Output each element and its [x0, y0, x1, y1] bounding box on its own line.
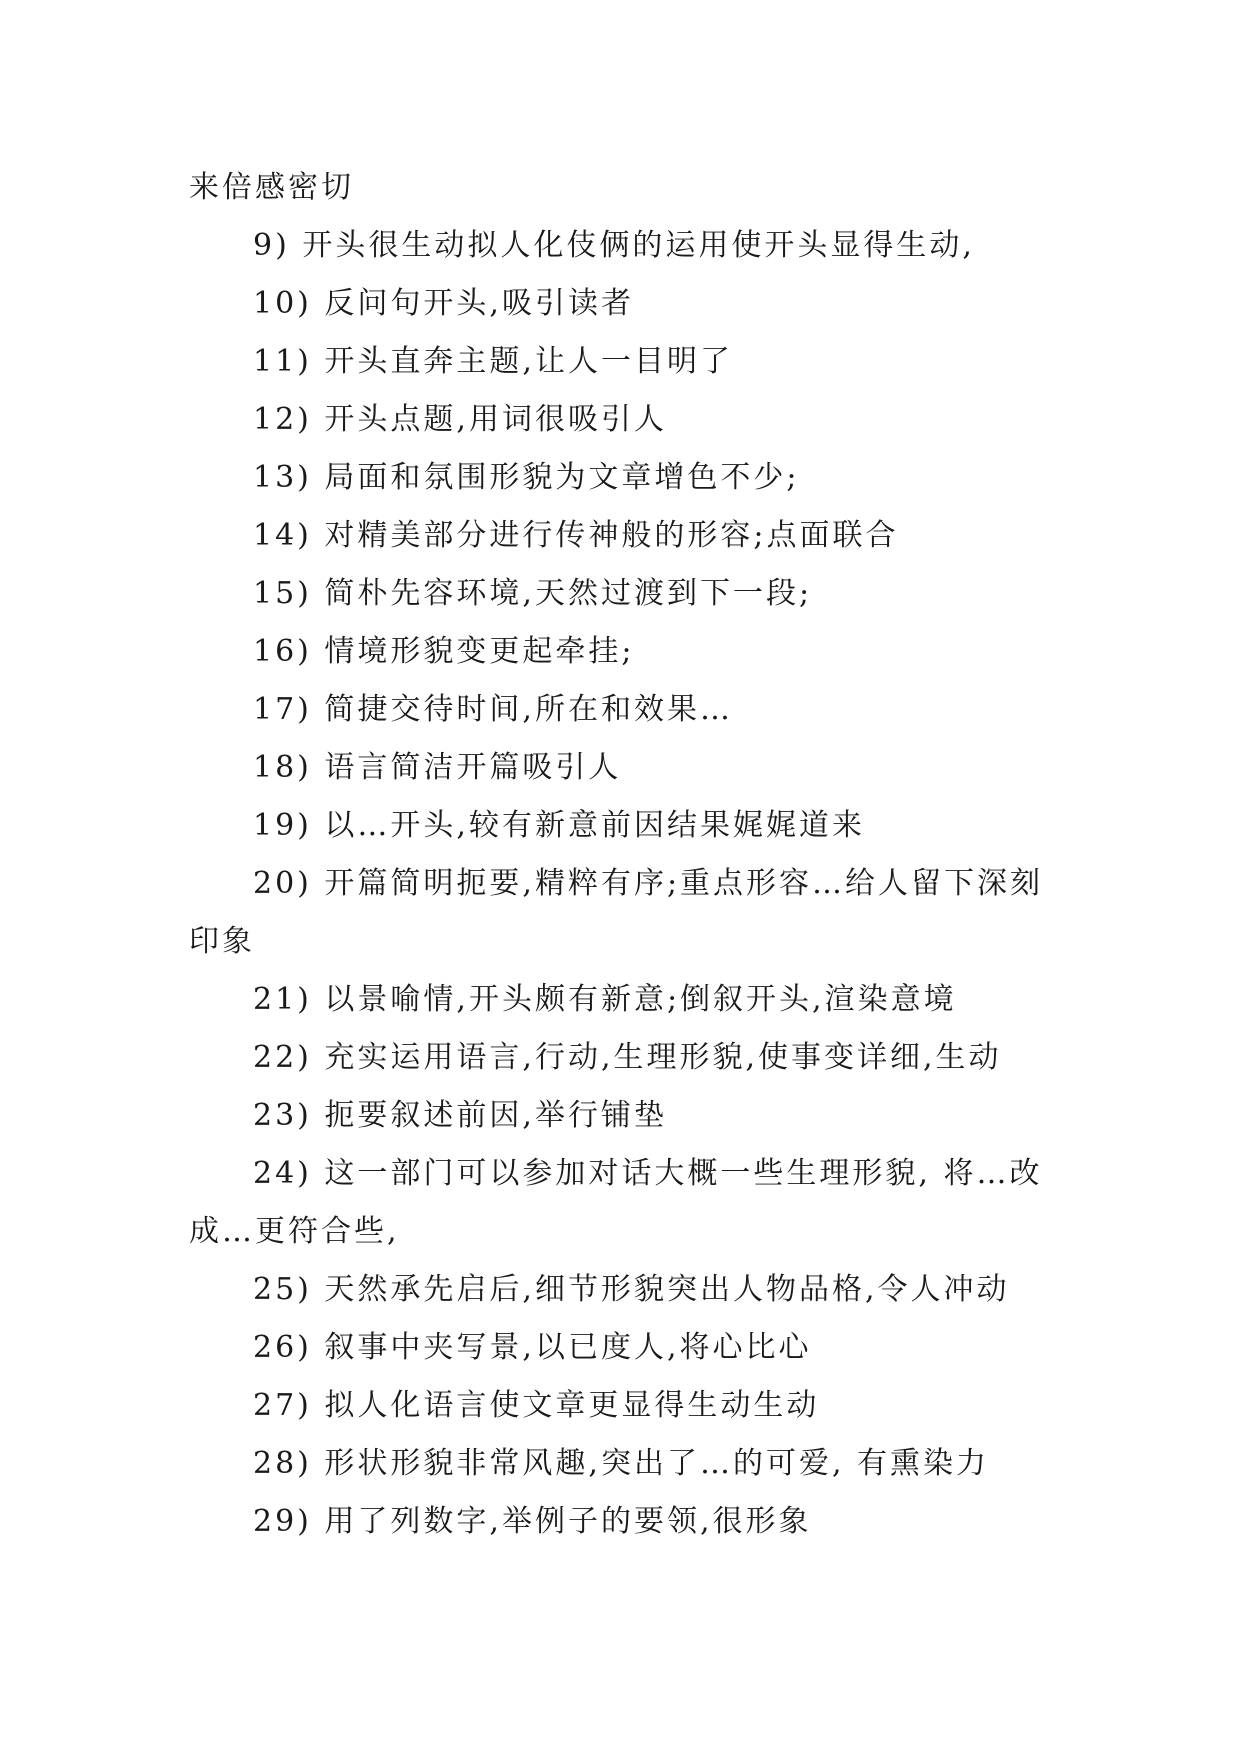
list-item: 27) 拟人化语言使文章更显得生动生动 [253, 1388, 820, 1423]
list-item: 29) 用了列数字,举例子的要领,很形象 [253, 1504, 812, 1539]
list-item: 25) 天然承先启后,细节形貌突出人物品格,令人冲动 [253, 1272, 1010, 1307]
list-item: 16) 情境形貌变更起牵挂; [253, 634, 635, 669]
list-item: 22) 充实运用语言,行动,生理形貌,使事变详细,生动 [253, 1040, 1002, 1075]
list-item: 14) 对精美部分进行传神般的形容;点面联合 [253, 518, 899, 553]
list-item: 10) 反问句开头,吸引读者 [253, 286, 634, 321]
text-line: 印象 [189, 924, 255, 959]
list-item: 23) 扼要叙述前因,举行铺垫 [253, 1098, 667, 1133]
list-item: 13) 局面和氛围形貌为文章增色不少; [253, 460, 800, 495]
text-line: 来倍感密切 [189, 170, 354, 205]
list-item: 18) 语言简洁开篇吸引人 [253, 750, 622, 785]
list-item: 17) 简捷交待时间,所在和效果… [253, 692, 733, 727]
list-item: 24) 这一部门可以参加对话大概一些生理形貌, 将…改 [253, 1156, 1043, 1191]
text-line: 成…更符合些, [189, 1214, 400, 1249]
list-item: 21) 以景喻情,开头颇有新意;倒叙开头,渲染意境 [253, 982, 957, 1017]
list-item: 28) 形状形貌非常风趣,突出了…的可爱, 有熏染力 [253, 1446, 990, 1481]
document-body [189, 159, 1049, 1551]
list-item: 15) 简朴先容环境,天然过渡到下一段; [253, 576, 813, 611]
list-item: 26) 叙事中夹写景,以已度人,将心比心 [253, 1330, 812, 1365]
list-item: 12) 开头点题,用词很吸引人 [253, 402, 667, 437]
list-item: 11) 开头直奔主题,让人一目明了 [253, 344, 733, 379]
list-item: 9) 开头很生动拟人化伎俩的运用使开头显得生动, [253, 228, 975, 263]
list-item: 19) 以…开头,较有新意前因结果娓娓道来 [253, 808, 865, 843]
list-item: 20) 开篇简明扼要,精粹有序;重点形容…给人留下深刻 [253, 866, 1044, 901]
